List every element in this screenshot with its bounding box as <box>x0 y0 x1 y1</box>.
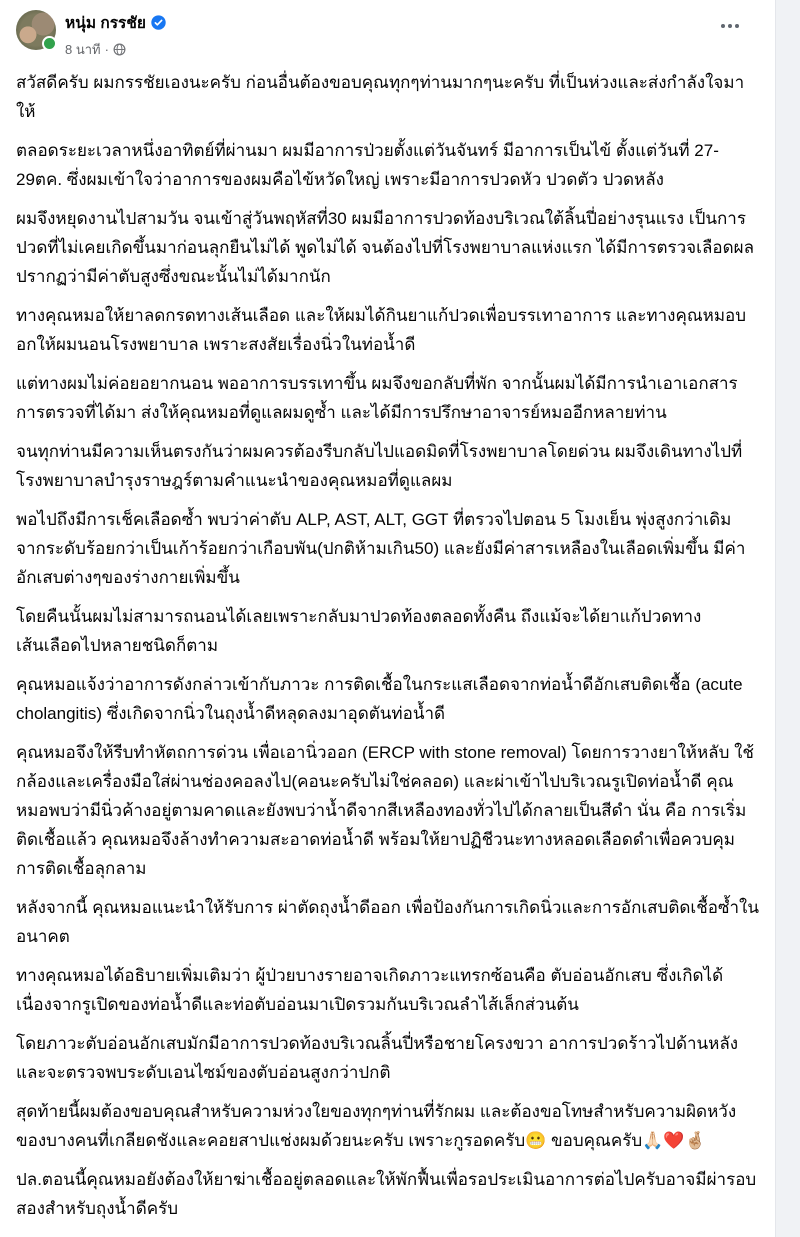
verified-badge-icon <box>151 15 166 30</box>
post-paragraph: ทางคุณหมอได้อธิบายเพิ่มเติมว่า ผู้ป่วยบางรายอาจเกิดภาวะแทรกซ้อนคือ ตับอ่อนอักเสบ ซึ่งเกิดได้เนื่องจากรูเปิดของท่อน้ำดีและท่อตับอ่อนมาเปิดรวมกันบริเวณลำไส้เล็กส่วนต้น <box>16 966 724 1014</box>
post-paragraph: คุณหมอจึงให้รีบทำหัตถการด่วน เพื่อเอานิ่วออก (ERCP with stone removal) โดยการวางยาให้หลับ ใช้กล้องและเครื่องมือใส่ผ่านช่องคอลงไป(คอนะครับไม่ใช่คลอด) และผ่าเข้าไปบริเวณรูเปิดท่อน้ำดี คุณหมอพบว่ามีนิ่วค้างอยู่ตามคาดและยังพบว่าน้ำดีจากสีเหลืองทองทั่วไปได้กลายเป็นสีดำ นั่น คือ การเริ่มติดเชื้อแล้ว คุณหมอจึงล้างทำความสะอาดท่อน้ำดี พร้อมให้ยาปฏิชีวนะทางหลอดเลือดดำเพื่อควบคุมการติดเชื้อลุกลาม <box>16 743 754 878</box>
online-status-dot <box>42 36 57 51</box>
post-paragraph: โดยคืนนั้นผมไม่สามารถนอนได้เลยเพราะกลับมาปวดท้องตลอดทั้งคืน ถึงแม้จะได้ยาแก้ปวดทางเส้นเลือดไปหลายชนิดก็ตาม <box>16 607 702 655</box>
ellipsis-icon <box>721 24 725 28</box>
post-paragraph: คุณหมอแจ้งว่าอาการดังกล่าวเข้ากับภาวะ การติดเชื้อในกระแสเลือดจากท่อน้ำดีอักเสบติดเชื้อ (acute cholangitis) ซึ่งเกิดจากนิ่วในถุงน้ำดีหลุดลงมาอุดตันท่อน้ำดี <box>16 675 743 723</box>
author-line <box>65 10 166 35</box>
post-meta <box>65 39 166 60</box>
post-paragraph: แต่ทางผมไม่ค่อยอยากนอน พออาการบรรเทาขึ้น ผมจึงขอกลับที่พัก จากนั้นผมได้มีการนำเอาเอกสารการตรวจที่ได้มา ส่งให้คุณหมอที่ดูแลผมดูซ้ำ และได้มีการปรึกษาอาจารย์หมออีกหลายท่าน <box>16 374 738 422</box>
author-name-link[interactable]: หนุ่ม กรรชัย <box>65 15 146 32</box>
post-paragraph: สุดท้ายนี้ผมต้องขอบคุณสำหรับความห่วงใยของทุกๆท่านที่รักผม และต้องขอโทษสำหรับความผิดหวังของบางคนที่เกลียดชังและคอยสาปแช่งผมด้วยนะครับ เพราะกูรอดครับ😬 ขอบคุณครับ🙏🏻❤️🤞🏼 <box>16 1102 737 1150</box>
avatar[interactable] <box>16 10 56 50</box>
timestamp-link[interactable]: 8 นาที <box>65 42 101 57</box>
post-paragraph: ปล.ตอนนี้คุณหมอยังต้องให้ยาฆ่าเชื้ออยู่ตลอดและให้พักฟื้นเพื่อรอประเมินอาการต่อไปครับอาจมีผ่ารอบสองสำหรับถุงน้ำดีครับ <box>16 1170 757 1218</box>
meta-separator: · <box>104 42 109 57</box>
post-paragraph: ทางคุณหมอให้ยาลดกรดทางเส้นเลือด และให้ผมได้กินยาแก้ปวดเพื่อบรรเทาอาการ และทางคุณหมอบอกให้ผมนอนโรงพยาบาล เพราะสงสัยเรื่องนิ่วในท่อน้ำดี <box>16 306 747 354</box>
post-paragraph: โดยภาวะตับอ่อนอักเสบมักมีอาการปวดท้องบริเวณลิ้นปี่หรือชายโครงขวา อาการปวดร้าวไปด้านหลัง และจะตรวจพบระดับเอนไซม์ของตับอ่อนสูงกว่าปกติ <box>16 1034 739 1082</box>
author-block <box>65 10 166 60</box>
globe-privacy-icon <box>113 43 126 56</box>
post-header <box>16 10 761 60</box>
post-paragraph: จนทุกท่านมีความเห็นตรงกันว่าผมควรต้องรีบกลับไปแอดมิดที่โรงพยาบาลโดยด่วน ผมจึงเดินทางไปที่โรงพยาบาลบำรุงราษฎร์ตามคำแนะนำของคุณหมอที่ดูแลผม <box>16 442 743 490</box>
post-paragraph: พอไปถึงมีการเช็คเลือดซ้ำ พบว่าค่าตับ ALP, AST, ALT, GGT ที่ตรวจไปตอน 5 โมงเย็น พุ่งสูงกว่าเดิมจากระดับร้อยกว่าเป็นเก้าร้อยกว่าเกือบพัน(ปกติห้ามเกิน50) และยังมีค่าสารเหลืองในเลือดเพิ่มขึ้น มีค่าอักเสบต่างๆของร่างกายเพิ่มขึ้น <box>16 510 746 587</box>
more-options-button[interactable] <box>715 16 745 36</box>
post-paragraph: ผมจึงหยุดงานไปสามวัน จนเข้าสู่วันพฤหัสที่30 ผมมีอาการปวดท้องบริเวณใต้ลิ้นปี่อย่างรุนแรง เป็นการปวดที่ไม่เคยเกิดขึ้นมาก่อนลุกยืนไม่ได้ พูดไม่ได้ จนต้องไปที่โรงพยาบาลแห่งแรก ได้มีการตรวจเลือดผลปรากฏว่ามีค่าตับสูงซึ่งขณะนั้นไม่ได้มากนัก <box>16 209 754 286</box>
post-paragraph: สวัสดีครับ ผมกรรชัยเองนะครับ ก่อนอื่นต้องขอบคุณทุกๆท่านมากๆนะครับ ที่เป็นห่วงและส่งกำลังใจมาให้ <box>16 73 745 121</box>
post-paragraph: ตลอดระยะเวลาหนึ่งอาทิตย์ที่ผ่านมา ผมมีอาการป่วยตั้งแต่วันจันทร์ มีอาการเป็นไข้ ตั้งแต่วันที่ 27-29ตค. ซึ่งผมเข้าใจว่าอาการของผมคือไข้หวัดใหญ่ เพราะมีอาการปวดหัว ปวดตัว ปวดหลัง <box>16 141 719 189</box>
post-text <box>16 68 761 1223</box>
post-paragraph: หลังจากนี้ คุณหมอแนะนำให้รับการ ผ่าตัดถุงน้ำดีออก เพื่อป้องกันการเกิดนิ่วและการอักเสบติดเชื้อซ้ำในอนาคต <box>16 898 759 946</box>
